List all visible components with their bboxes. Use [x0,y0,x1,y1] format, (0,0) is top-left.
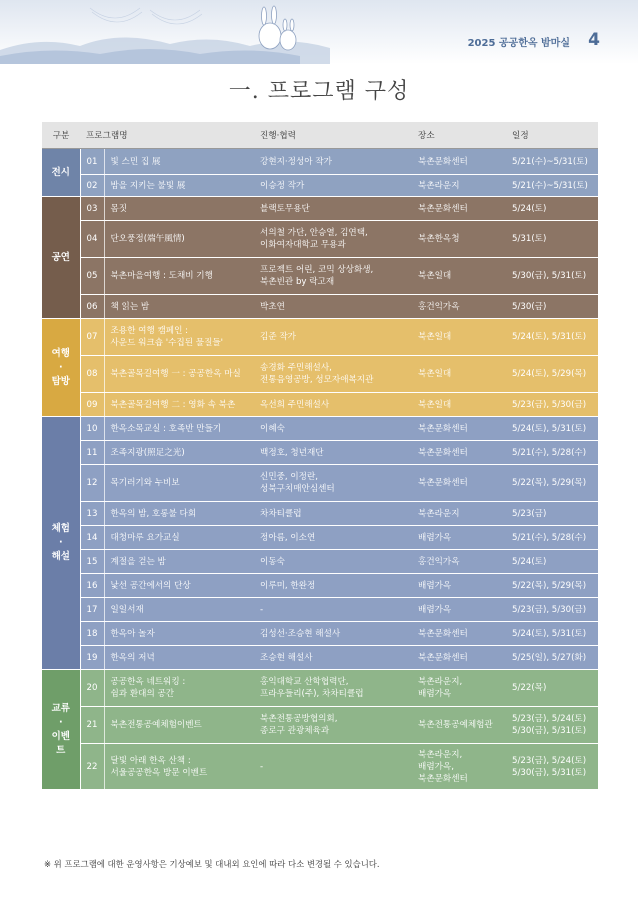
date-cell: 5/24(토), 5/29(목) [506,356,598,393]
partner-cell: 블랙토무용단 [254,197,412,221]
place-cell: 북촌라운지, 배렴가옥 [412,670,506,707]
program-name-cell: 빛 스민 집 展 [104,149,254,175]
partner-cell: 북촌전통공방협의회, 종로구 관광체육과 [254,707,412,744]
table-row [42,175,598,197]
partner-cell: 홍익대학교 산학협력단, 프라우들리(주), 차차티클럽 [254,670,412,707]
date-cell: 5/30(금), 5/31(토) [506,258,598,295]
number-cell: 09 [80,393,104,417]
number-cell: 22 [80,744,104,790]
number-cell: 14 [80,526,104,550]
header-program-name: 프로그램명 [80,122,254,149]
header-date: 일정 [506,122,598,149]
place-cell: 북촌전통공예체험관 [412,707,506,744]
number-cell: 04 [80,221,104,258]
number-cell: 13 [80,502,104,526]
partner-cell: 정아름, 이소연 [254,526,412,550]
program-name-cell: 달빛 아래 한옥 산책 : 서울공공한옥 방문 이벤트 [104,744,254,790]
program-name-cell: 몸짓 [104,197,254,221]
program-name-cell: 대청마루 요가교실 [104,526,254,550]
place-cell: 북촌문화센터 [412,149,506,175]
place-cell: 북촌문화센터 [412,441,506,465]
page-number: 4 [588,30,600,50]
number-cell: 11 [80,441,104,465]
place-cell: 북촌문화센터 [412,417,506,441]
place-cell: 북촌한옥청 [412,221,506,258]
number-cell: 03 [80,197,104,221]
number-cell: 07 [80,319,104,356]
partner-cell: 김준 작가 [254,319,412,356]
partner-cell: 이동숙 [254,550,412,574]
category-cell: 교류 · 이벤트 [42,670,80,790]
category-cell: 체험 · 해설 [42,417,80,670]
program-name-cell: 밤을 지키는 불빛 展 [104,175,254,197]
date-cell: 5/24(토) [506,197,598,221]
date-cell: 5/22(목) [506,670,598,707]
program-name-cell: 단오풍정(端午風情) [104,221,254,258]
date-cell: 5/23(금) [506,502,598,526]
partner-cell: - [254,744,412,790]
table-row [42,441,598,465]
place-cell: 배렴가옥 [412,574,506,598]
place-cell: 북촌일대 [412,258,506,295]
number-cell: 18 [80,622,104,646]
partner-cell: 박초연 [254,295,412,319]
program-name-cell: 낯선 공간에서의 단상 [104,574,254,598]
number-cell: 19 [80,646,104,670]
program-name-cell: 한옥의 저녁 [104,646,254,670]
date-cell: 5/23(금), 5/30(금) [506,393,598,417]
table-row [42,149,598,175]
place-cell: 북촌라운지, 배렴가옥, 북촌문화센터 [412,744,506,790]
table-row [42,197,598,221]
program-name-cell: 북촌골목길여행 一 : 공공한옥 마실 [104,356,254,393]
program-name-cell: 목기러기와 누비보 [104,465,254,502]
table-row [42,356,598,393]
page-title: 一. 프로그램 구성 [228,79,410,104]
header-category: 구분 [42,122,80,149]
table-header-row [42,122,598,149]
date-cell: 5/22(목), 5/29(목) [506,574,598,598]
date-cell: 5/24(토), 5/31(토) [506,417,598,441]
date-cell: 5/31(토) [506,221,598,258]
category-cell: 공연 [42,197,80,319]
partner-cell: 강현지·정성아 작가 [254,149,412,175]
place-cell: 북촌문화센터 [412,197,506,221]
place-cell: 배렴가옥 [412,526,506,550]
date-cell: 5/23(금), 5/30(금) [506,598,598,622]
category-cell: 전시 [42,149,80,197]
date-cell: 5/24(토), 5/31(토) [506,622,598,646]
program-name-cell: 한옥의 밤, 호롱불 다회 [104,502,254,526]
table-row [42,502,598,526]
number-cell: 15 [80,550,104,574]
number-cell: 12 [80,465,104,502]
partner-cell: - [254,598,412,622]
date-cell: 5/30(금) [506,295,598,319]
table-row [42,221,598,258]
place-cell: 북촌라운지 [412,175,506,197]
place-cell: 홍건익가옥 [412,295,506,319]
partner-cell: 이승정 작가 [254,175,412,197]
header-decoration [0,0,638,64]
place-cell: 북촌라운지 [412,502,506,526]
table-row [42,574,598,598]
place-cell: 북촌일대 [412,356,506,393]
partner-cell: 김성선·조승현 해설사 [254,622,412,646]
table-row [42,465,598,502]
program-name-cell: 한옥아 놀자 [104,622,254,646]
program-name-cell: 공공한옥 네트워킹 : 쉼과 환대의 공간 [104,670,254,707]
table-row [42,707,598,744]
number-cell: 17 [80,598,104,622]
table-row [42,526,598,550]
table-row [42,258,598,295]
number-cell: 10 [80,417,104,441]
number-cell: 08 [80,356,104,393]
place-cell: 북촌문화센터 [412,646,506,670]
table-row [42,295,598,319]
program-name-cell: 조족지광(照足之光) [104,441,254,465]
program-name-cell: 북촌골목길여행 二 : 영화 속 북촌 [104,393,254,417]
number-cell: 05 [80,258,104,295]
date-cell: 5/21(수)~5/31(토) [506,175,598,197]
date-cell: 5/23(금), 5/24(토) 5/30(금), 5/31(토) [506,744,598,790]
partner-cell: 조승현 해설사 [254,646,412,670]
date-cell: 5/25(일), 5/27(화) [506,646,598,670]
table-row [42,622,598,646]
place-cell: 홍건익가옥 [412,550,506,574]
date-cell: 5/21(수)~5/31(토) [506,149,598,175]
table-row [42,393,598,417]
partner-cell: 차차티클럽 [254,502,412,526]
program-name-cell: 계절을 걷는 밤 [104,550,254,574]
number-cell: 02 [80,175,104,197]
program-name-cell: 북촌마을여행 : 도채비 기행 [104,258,254,295]
place-cell: 북촌문화센터 [412,465,506,502]
partner-cell: 백정호, 청년재단 [254,441,412,465]
program-name-cell: 조용한 여행 캠페인 : 사운드 워크숍 '수집된 물질들' [104,319,254,356]
partner-cell: 신민중, 이정란, 성북구치매안심센터 [254,465,412,502]
date-cell: 5/21(수), 5/28(수) [506,441,598,465]
table-row [42,550,598,574]
date-cell: 5/24(토) [506,550,598,574]
number-cell: 01 [80,149,104,175]
partner-cell: 서의철 가단, 안승열, 김연택, 이화여자대학교 무용과 [254,221,412,258]
program-name-cell: 북촌전통공예체험이벤트 [104,707,254,744]
category-cell: 여행 · 탐방 [42,319,80,417]
number-cell: 21 [80,707,104,744]
table-row [42,598,598,622]
date-cell: 5/22(목), 5/29(목) [506,465,598,502]
partner-cell: 프로젝트 어린, 코믹 상상화생, 북촌빈관 by 락고재 [254,258,412,295]
date-cell: 5/24(토), 5/31(토) [506,319,598,356]
header-banner [0,0,638,64]
place-cell: 북촌문화센터 [412,622,506,646]
number-cell: 16 [80,574,104,598]
table-row [42,646,598,670]
table-row [42,670,598,707]
table-row [42,319,598,356]
header-partner: 진행·협력 [254,122,412,149]
place-cell: 북촌일대 [412,319,506,356]
place-cell: 배렴가옥 [412,598,506,622]
table-row [42,744,598,790]
partner-cell: 옥선희 주민해설사 [254,393,412,417]
program-name-cell: 한옥소목교실 : 호족반 만들기 [104,417,254,441]
program-name-cell: 책 읽는 밤 [104,295,254,319]
header-edition: 2025 공공한옥 밤마실 [467,38,570,49]
program-name-cell: 일일서재 [104,598,254,622]
date-cell: 5/21(수), 5/28(수) [506,526,598,550]
table-row [42,417,598,441]
partner-cell: 이루미, 한완정 [254,574,412,598]
date-cell: 5/23(금), 5/24(토) 5/30(금), 5/31(토) [506,707,598,744]
header-place: 장소 [412,122,506,149]
partner-cell: 이혜숙 [254,417,412,441]
partner-cell: 송경화 주민해설사, 전통음영공방, 성모자애복지관 [254,356,412,393]
footnote: ※ 위 프로그램에 대한 운영사항은 기상예보 및 대내외 요인에 따라 다소 변경될 수 있습니다. [44,859,380,869]
place-cell: 북촌일대 [412,393,506,417]
number-cell: 06 [80,295,104,319]
number-cell: 20 [80,670,104,707]
program-table [42,122,598,790]
